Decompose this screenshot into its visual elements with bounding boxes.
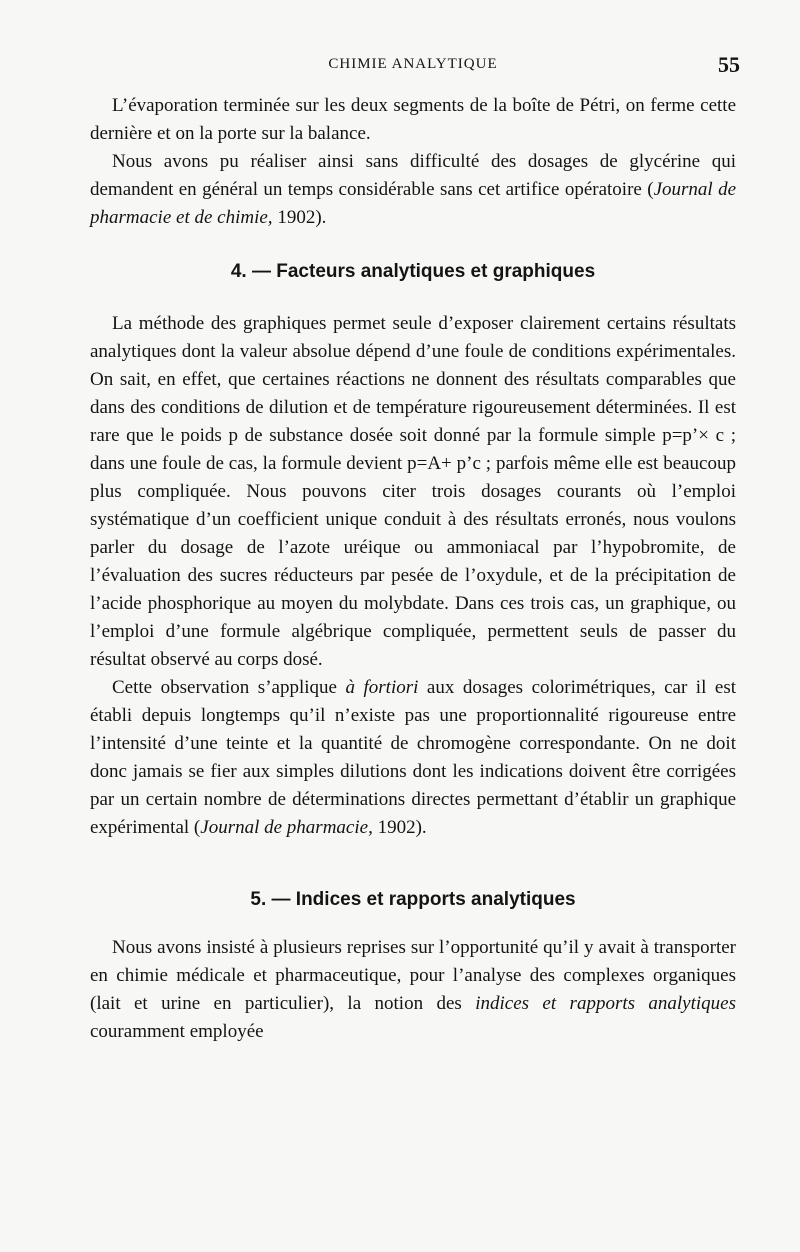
section-heading-4: 4. — Facteurs analytiques et graphiques: [230, 261, 596, 282]
paragraph-text: Cette observation s’applique: [112, 677, 346, 698]
paragraph-text: L’évaporation terminée sur les deux segments de la boîte de Pétri, on ferme cette dernière et on la porte sur la balance.: [90, 95, 736, 144]
emphasis-indices: indices et rapports analytiques: [475, 993, 736, 1014]
running-header: [90, 52, 740, 82]
paragraph-text: 1902).: [372, 817, 427, 838]
paragraph-text: couramment employée: [90, 1021, 264, 1042]
citation: Journal de pharmacie,: [200, 817, 373, 838]
page-number: 55: [718, 52, 740, 77]
paragraph-text: 1902).: [272, 207, 327, 228]
paragraph-colorimetrie: [90, 674, 736, 842]
paragraph-graphiques: [90, 310, 736, 674]
paragraph-text: aux dosages colorimétriques, car il est établi depuis longtemps qu’il n’existe pas une proportionnalité rigoureuse entre l’intensité d’une teinte et la quantité de chromogène correspondante. On ne doit donc jamais se fier aux simples dilutions dont les indications doivent être corrigées par un certain nombre de déterminations directes permettant d’établir un graphique expérimental (: [90, 677, 737, 838]
section-heading-5: 5. — Indices et rapports analytiques: [250, 889, 576, 910]
emphasis-fortiori: à fortiori: [345, 677, 419, 698]
paragraph-text: La méthode des graphiques permet seule d’exposer clairement certains résultats analytiques dont la valeur absolue dépend d’une foule de conditions expérimentales. On sait, en effet, que certaines réactions ne donnent des résultats comparables que dans des conditions de dilution et de température rigoureusement déterminées. Il est rare que le poids p de substance dosée soit donné par la formule simple p=p’× c ; dans une foule de cas, la formule devient p=A+ p’c ; parfois même elle est beaucoup plus compliquée. Nous pouvons citer trois dosages courants où l’emploi systématique d’un coefficient unique conduit à des résultats erronés, nous voulons parler du dosage de l’azote uréique ou ammoniacal par l’hypobromite, de l’évaluation des sucres réducteurs par pesée de l’oxydule, et de la précipitation de l’acide phosphorique au moyen du molybdate. Dans ces trois cas, un graphique, ou l’emploi d’une formule algébrique compliquée, permettent seuls de passer du résultat observé au corps dosé.: [90, 313, 736, 670]
paragraph-text: Nous avons insisté à plusieurs reprises sur l’opportunité qu’il y avait à transporter en chimie médicale et pharmaceutique, pour l’analyse des complexes organiques (lait et urine en particulier), la notion des: [90, 937, 736, 1014]
citation: Journal de pharmacie et de chimie,: [90, 179, 736, 228]
paragraph-text: Nous avons pu réaliser ainsi sans difficulté des dosages de glycérine qui demandent en général un temps considérable sans cet artifice opératoire (: [90, 151, 736, 200]
paragraph-indices: [90, 934, 736, 1046]
paragraph-glycerine: [90, 148, 736, 232]
running-title: CHIMIE ANALYTIQUE: [328, 56, 498, 72]
paragraph-evaporation: [90, 92, 736, 148]
